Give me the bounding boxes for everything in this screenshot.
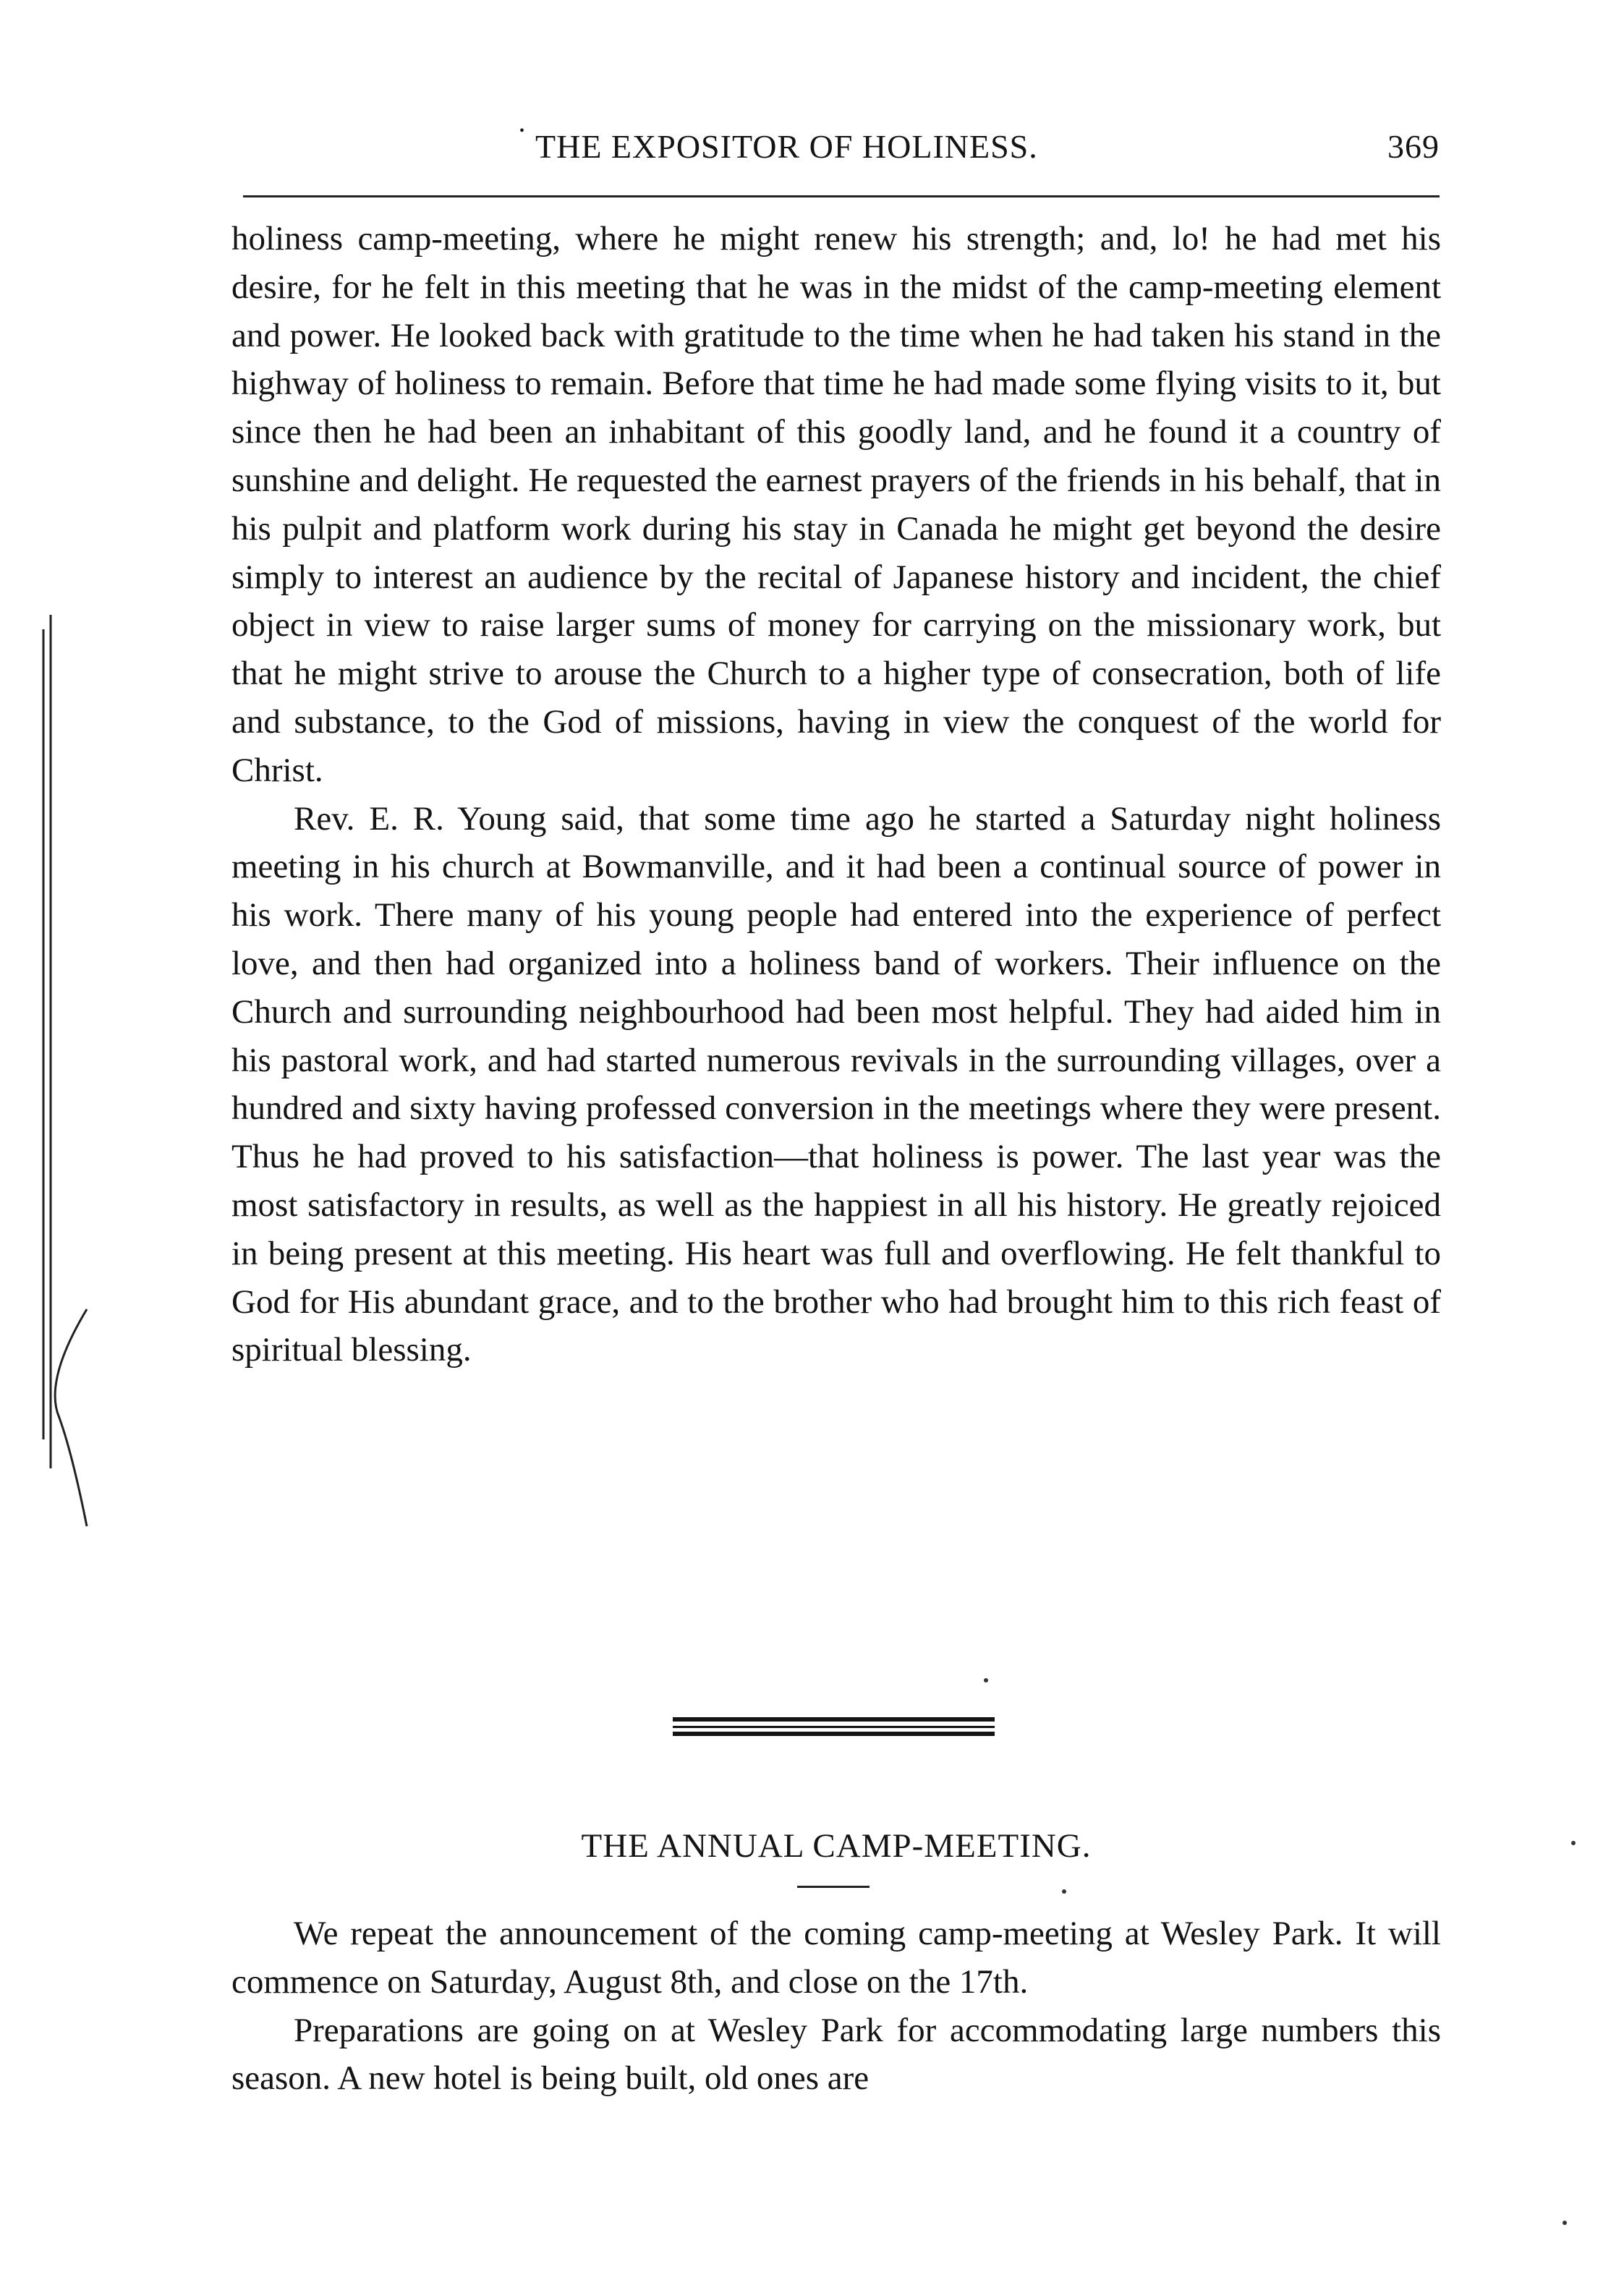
print-speck [1563,2221,1567,2225]
print-speck [1571,1841,1576,1845]
print-speck [1062,1889,1066,1894]
article-body [231,215,1441,1374]
section-divider-bottom [673,1732,995,1736]
running-head-title: • THE EXPOSITOR OF HOLINESS. [535,127,1038,166]
section-title-rule [797,1886,870,1888]
page-number: 369 [1387,128,1440,165]
paragraph-preparations: Preparations are going on at Wesley Park for accommodating large numbers this season. A new hotel is being built, old ones are [231,2011,1441,2098]
paragraph-young: Rev. E. R. Young said, that some time ago he started a Saturday night holiness meeting in his church at Bowmanville, and it had been a continual source of power in his work. There many of his young people had entered into the experience of perfect love, and then had organized into a holiness band of workers. Their influence on the Church and surrounding neighbourhood had been most helpful. They had aided him in his pastoral work, and had started numerous revivals in the surrounding villages, over a hundred and sixty having professed conversion in the meetings where they were present. Thus he had proved to his satisfaction—that holiness is power. The last year was the most satisfactory in results, as well as the happiest in all his history. He greatly rejoiced in being present at this meeting. His heart was full and overflowing. He felt thankful to God for His abundant grace, and to the brother who had brought him to this rich feast of spiritual blessing. [231,799,1441,1369]
section-title: THE ANNUAL CAMP-MEETING. [581,1827,1092,1865]
section-divider-top [673,1717,995,1722]
paragraph-announcement: We repeat the announcement of the coming camp-meeting at Wesley Park. It will commence on Saturday, August 8th, and close on the 17th. [231,1915,1441,2001]
paragraph-continued: holiness camp-meeting, where he might renew his strength; and, lo! he had met his desire, for he felt in this meeting that he was in the midst of the camp-meeting element and power. He looked back with gratitude to the time when he had taken his stand in the highway of holiness to remain. Before that time he had made some flying visits to it, but since then he had been an inhabitant of this goodly land, and he found it a country of sunshine and delight. He requested the earnest prayers of the friends in his behalf, that in his pulpit and platform work during his stay in Canada he might get beyond the desire simply to interest an audience by the recital of Japanese history and incident, the chief object in view to raise larger sums of money for carrying on the missionary work, but that he might strive to arouse the Church to a higher type of consecration, both of life and substance, to the God of missions, having in view the conquest of the world for Christ. [231,220,1441,789]
section-body [231,1910,1441,2103]
print-speck [984,1678,988,1682]
running-head [239,127,1440,171]
margin-line-mark [29,615,94,1533]
header-rule [243,195,1440,197]
section-divider-middle [673,1726,995,1728]
